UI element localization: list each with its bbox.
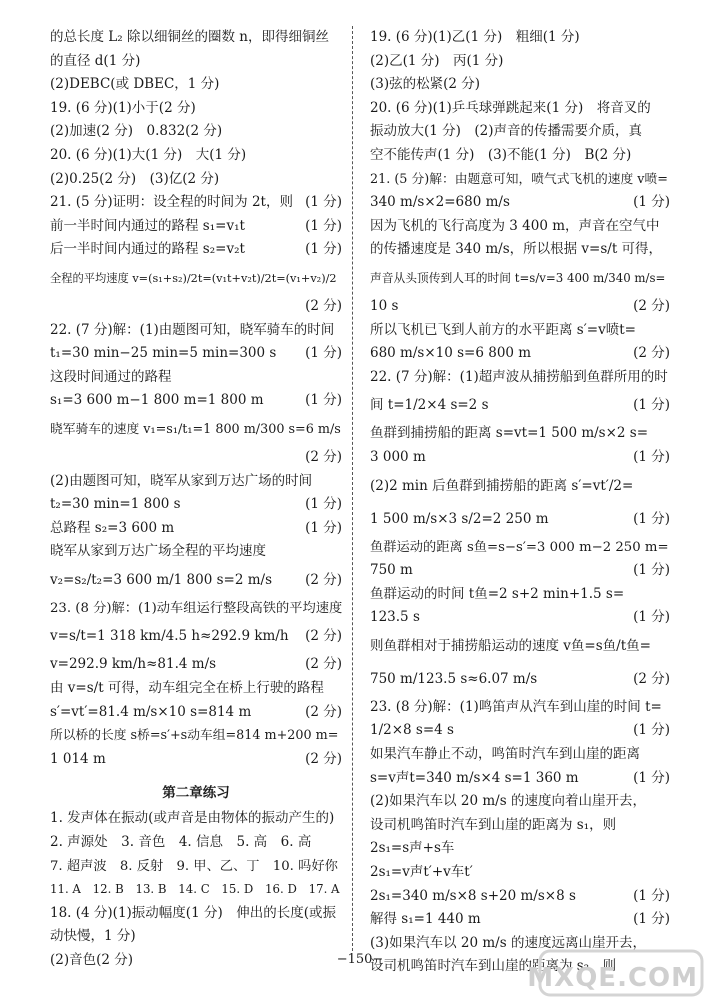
answer-line bbox=[50, 191, 342, 215]
score-mark: (2 分) bbox=[305, 448, 342, 465]
answer-text: 由 v=s/t 可得，动车组完全在桥上行驶的路程 bbox=[50, 680, 324, 697]
answer-text: 2s₁=v声t′+v车t′ bbox=[370, 864, 473, 881]
score-mark: (1 分) bbox=[633, 510, 670, 527]
answer-line bbox=[370, 470, 670, 503]
answer-text: (3)如果汽车以 20 m/s 的速度远离山崖开去， bbox=[370, 934, 646, 951]
answer-text: 的总长度 L₂ 除以细铜丝的圈数 n，即得细铜丝 bbox=[50, 29, 329, 45]
answer-text: 鱼群运动的时间 t鱼=2 s+2 min+1.5 s= bbox=[370, 585, 625, 602]
answer-line bbox=[370, 422, 670, 446]
answer-line bbox=[50, 701, 342, 725]
answer-line bbox=[50, 653, 342, 677]
page-number: −150− bbox=[336, 952, 384, 967]
answer-line bbox=[50, 748, 342, 772]
answer-line bbox=[370, 696, 670, 720]
answer-text: 总路程 s₂=3 600 m bbox=[50, 519, 175, 536]
answer-text: 设司机鸣笛时汽车到山崖的距离为 s₂，则 bbox=[370, 958, 617, 975]
answer-line bbox=[370, 606, 670, 630]
score-mark: (1 分) bbox=[305, 392, 342, 409]
answer-line bbox=[50, 855, 342, 879]
answer-text: 21. (5 分)证明：设全程的时间为 2t，则 bbox=[50, 194, 293, 211]
answer-line bbox=[50, 597, 342, 621]
answer-line bbox=[370, 767, 670, 791]
answer-line bbox=[370, 663, 670, 696]
answer-line bbox=[50, 470, 342, 494]
answer-line bbox=[50, 319, 342, 343]
answer-line bbox=[50, 238, 342, 262]
answer-line bbox=[50, 878, 342, 902]
answer-text: 鱼群运动的距离 s鱼=s−s′=3 000 m−2 250 m= bbox=[370, 539, 669, 555]
answer-line bbox=[370, 559, 670, 583]
left-column bbox=[50, 26, 342, 973]
answer-line bbox=[50, 144, 342, 168]
answer-line bbox=[370, 120, 670, 144]
answer-line bbox=[370, 446, 670, 470]
answer-line bbox=[370, 26, 670, 50]
answer-line bbox=[370, 97, 670, 121]
answer-line bbox=[370, 168, 670, 192]
answer-text: 振动放大(1 分) (2)声音的传播需要介质，真 bbox=[370, 123, 643, 140]
answer-line bbox=[370, 719, 670, 743]
answer-text: 20. (6 分)(1)大(1 分) 大(1 分) bbox=[50, 146, 247, 163]
answer-text: (2)DEBC(或 DBEC，1 分) bbox=[50, 76, 220, 93]
score-mark: (1 分) bbox=[305, 241, 342, 258]
answer-line bbox=[370, 366, 670, 390]
answer-text: 2. 声源处 3. 音色 4. 信息 5. 高 6. 高 bbox=[50, 834, 312, 851]
answer-line bbox=[370, 50, 670, 74]
answer-text: 10 s bbox=[370, 297, 399, 314]
answer-line bbox=[50, 342, 342, 366]
answer-line bbox=[50, 620, 342, 653]
answer-text: 后一半时间内通过的路程 s₂=v₂t bbox=[50, 241, 245, 258]
answer-text: (3)弦的松紧(2 分) bbox=[370, 76, 481, 93]
answer-text: 3 000 m bbox=[370, 448, 426, 465]
answer-text: 11. A 12. B 13. B 14. C 15. D 16. D 17. A bbox=[50, 882, 340, 897]
answer-line bbox=[370, 191, 670, 215]
answer-line bbox=[50, 493, 342, 517]
answer-line bbox=[370, 583, 670, 607]
answer-text: 1 014 m bbox=[50, 750, 106, 767]
answer-line bbox=[50, 413, 342, 446]
answer-text: 前一半时间内通过的路程 s₁=v₁t bbox=[50, 217, 245, 234]
answer-text: 设司机鸣笛时汽车到山崖的距离为 s₁，则 bbox=[370, 816, 617, 833]
answer-line bbox=[370, 342, 670, 366]
watermark-logo bbox=[527, 945, 712, 1001]
answer-text: 如果汽车静止不动，鸣笛时汽车到山崖的距离 bbox=[370, 746, 640, 763]
score-mark: (1 分) bbox=[633, 769, 670, 786]
answer-text: 23. (8 分)解：(1)鸣笛声从汽车到山崖的时间 t= bbox=[370, 698, 662, 715]
score-mark: (1 分) bbox=[633, 194, 670, 211]
answer-line bbox=[50, 540, 342, 564]
answer-line bbox=[50, 73, 342, 97]
answer-line bbox=[370, 503, 670, 536]
answer-text: t₁=30 min−25 min=5 min=300 s bbox=[50, 345, 277, 362]
answer-line bbox=[370, 885, 670, 909]
score-mark: (1 分) bbox=[633, 609, 670, 626]
score-mark: (2 分) bbox=[633, 345, 670, 362]
answer-line bbox=[370, 389, 670, 422]
answer-line bbox=[370, 790, 670, 814]
score-mark: (2 分) bbox=[633, 670, 670, 687]
score-mark: (1 分) bbox=[633, 887, 670, 904]
answer-line bbox=[370, 861, 670, 885]
answer-text: 所以飞机已飞到人前方的水平距离 s′=v喷t= bbox=[370, 321, 636, 338]
answer-line bbox=[370, 536, 670, 560]
answer-line bbox=[50, 97, 342, 121]
answer-text: 1. 发声体在振动(或声音是由物体的振动产生的) bbox=[50, 810, 335, 827]
answer-text: 空不能传声(1 分) (3)不能(1 分) B(2 分) bbox=[370, 146, 632, 163]
score-mark: (1 分) bbox=[633, 911, 670, 928]
answer-text: 则鱼群相对于捕捞船运动的速度 v鱼=s鱼/t鱼= bbox=[370, 637, 651, 654]
answer-text: 鱼群到捕捞船的距离 s=vt=1 500 m/s×2 s= bbox=[370, 425, 649, 442]
answer-line bbox=[50, 517, 342, 541]
answer-text: 的传播速度是 340 m/s，所以根据 v=s/t 可得， bbox=[370, 241, 663, 258]
answer-text: 间 t=1/2×4 s=2 s bbox=[370, 397, 489, 414]
answer-text: 20. (6 分)(1)乒乓球弹跳起来(1 分) 将音叉的 bbox=[370, 99, 651, 116]
answer-text: 的直径 d(1 分) bbox=[50, 52, 141, 69]
answer-text: 21. (5 分)解：由题意可知，喷气式飞机的速度 v喷= bbox=[370, 171, 668, 187]
answer-text: (2)由题图可知，晓军从家到万达广场的时间 bbox=[50, 472, 313, 489]
answer-text: 1 500 m/s×3 s/2=2 250 m bbox=[370, 510, 549, 527]
score-mark: (2 分) bbox=[305, 656, 342, 673]
answer-line bbox=[50, 925, 342, 949]
answer-text: (2)乙(1 分) 丙(1 分) bbox=[370, 52, 504, 69]
answer-line bbox=[50, 902, 342, 926]
answer-line bbox=[50, 262, 342, 295]
score-mark: (1 分) bbox=[633, 562, 670, 579]
score-mark: (1 分) bbox=[305, 345, 342, 362]
answer-text: 这段时间通过的路程 bbox=[50, 368, 172, 385]
score-mark: (2 分) bbox=[305, 750, 342, 767]
answer-text: 动快慢，1 分) bbox=[50, 928, 136, 945]
answer-text: 全程的平均速度 v=(s₁+s₂)/2t=(v₁t+v₂t)/2t=(v₁+v₂)/2 bbox=[50, 271, 337, 285]
score-mark: (2 分) bbox=[305, 571, 342, 588]
answer-line bbox=[370, 238, 670, 262]
score-mark: (2 分) bbox=[633, 297, 670, 314]
answer-line bbox=[50, 564, 342, 597]
score-mark: (1 分) bbox=[633, 397, 670, 414]
answer-text: 19. (6 分)(1)小于(2 分) bbox=[50, 99, 196, 116]
answer-text: 2s₁=s声+s车 bbox=[370, 840, 455, 857]
answer-line bbox=[50, 295, 342, 319]
score-mark: (1 分) bbox=[633, 448, 670, 465]
answer-text: 19. (6 分)(1)乙(1 分) 粗细(1 分) bbox=[370, 29, 580, 45]
answer-text: 22. (7 分)解：(1)由题图可知，晓军骑车的时间 bbox=[50, 321, 335, 338]
answer-text: (2)音色(2 分) bbox=[50, 952, 134, 968]
answer-line bbox=[370, 319, 670, 343]
section-heading: 第二章练习 bbox=[162, 785, 230, 802]
answer-text: 750 m/123.5 s≈6.07 m/s bbox=[370, 670, 538, 687]
answer-text: 解得 s₁=1 440 m bbox=[370, 911, 481, 928]
answer-line bbox=[370, 144, 670, 168]
answer-line bbox=[50, 389, 342, 413]
answer-text: v=s/t=1 318 km/4.5 h≈292.9 km/h bbox=[50, 628, 289, 645]
answer-line bbox=[50, 779, 342, 807]
answer-line bbox=[370, 73, 670, 97]
answer-line bbox=[370, 215, 670, 239]
answer-text: s₁=3 600 m−1 800 m=1 800 m bbox=[50, 392, 264, 409]
answer-text: (2)如果汽车以 20 m/s 的速度向着山崖开去， bbox=[370, 793, 646, 810]
answer-text: 750 m bbox=[370, 562, 413, 579]
answer-text: 123.5 s bbox=[370, 609, 420, 626]
answer-text: 声音从头顶传到人耳的时间 t=s/v=3 400 m/340 m/s= bbox=[370, 270, 666, 285]
answer-line bbox=[50, 366, 342, 390]
score-mark: (2 分) bbox=[305, 297, 342, 314]
answer-line bbox=[50, 807, 342, 831]
answer-line bbox=[50, 120, 342, 144]
watermark-text: MXQE.COM bbox=[527, 963, 698, 993]
answer-text: 680 m/s×10 s=6 800 m bbox=[370, 345, 532, 362]
answer-text: t₂=30 min=1 800 s bbox=[50, 496, 181, 513]
answer-text: 23. (8 分)解：(1)动车组运行整段高铁的平均速度 bbox=[50, 600, 343, 616]
right-column bbox=[370, 26, 670, 979]
score-mark: (1 分) bbox=[305, 217, 342, 234]
answer-line bbox=[50, 50, 342, 74]
answer-text: 因为飞机的飞行高度为 3 400 m，声音在空气中 bbox=[370, 217, 660, 234]
answer-text: v=292.9 km/h≈81.4 m/s bbox=[50, 656, 217, 673]
answer-line bbox=[50, 168, 342, 192]
answer-line bbox=[50, 677, 342, 701]
answer-text: 晓军骑车的速度 v₁=s₁/t₁=1 800 m/300 s=6 m/s bbox=[50, 421, 341, 437]
answer-text: (2)2 min 后鱼群到捕捞船的距离 s′=vt′/2= bbox=[370, 477, 634, 494]
answer-text: (2)0.25(2 分) (3)亿(2 分) bbox=[50, 170, 220, 187]
answer-text: s′=vt′=81.4 m/s×10 s=814 m bbox=[50, 703, 252, 720]
answer-text: (2)加速(2 分) 0.832(2 分) bbox=[50, 123, 223, 140]
answer-text: 1/2×8 s=4 s bbox=[370, 722, 454, 739]
answer-line bbox=[50, 215, 342, 239]
answer-line bbox=[370, 630, 670, 663]
score-mark: (2 分) bbox=[305, 628, 342, 645]
answer-line bbox=[50, 26, 342, 50]
answer-line bbox=[370, 837, 670, 861]
score-mark: (1 分) bbox=[305, 194, 342, 211]
answer-line bbox=[370, 814, 670, 838]
answer-line bbox=[370, 743, 670, 767]
answer-text: 晓军从家到万达广场全程的平均速度 bbox=[50, 543, 266, 560]
answer-text: v₂=s₂/t₂=3 600 m/1 800 s=2 m/s bbox=[50, 571, 273, 588]
answer-line bbox=[370, 262, 670, 295]
score-mark: (1 分) bbox=[633, 722, 670, 739]
answer-text: 2s₁=340 m/s×8 s+20 m/s×8 s bbox=[370, 887, 576, 904]
answer-line bbox=[50, 724, 342, 748]
answer-text: 340 m/s×2=680 m/s bbox=[370, 194, 510, 211]
answer-text: 所以桥的长度 s桥=s′+s动车组=814 m+200 m= bbox=[50, 728, 339, 744]
score-mark: (1 分) bbox=[305, 519, 342, 536]
answer-text: 22. (7 分)解：(1)超声波从捕捞船到鱼群所用的时 bbox=[370, 368, 668, 385]
column-divider bbox=[352, 26, 353, 951]
answer-text: s=v声t=340 m/s×4 s=1 360 m bbox=[370, 769, 579, 786]
answer-line bbox=[370, 295, 670, 319]
score-mark: (2 分) bbox=[305, 703, 342, 720]
answer-text: 7. 超声波 8. 反射 9. 甲、乙、丁 10. 吗好你 bbox=[50, 858, 338, 874]
answer-line bbox=[370, 908, 670, 932]
answer-text: 18. (4 分)(1)振动幅度(1 分) 伸出的长度(或振 bbox=[50, 904, 336, 921]
answer-line bbox=[50, 446, 342, 470]
score-mark: (1 分) bbox=[305, 496, 342, 513]
answer-line bbox=[50, 831, 342, 855]
